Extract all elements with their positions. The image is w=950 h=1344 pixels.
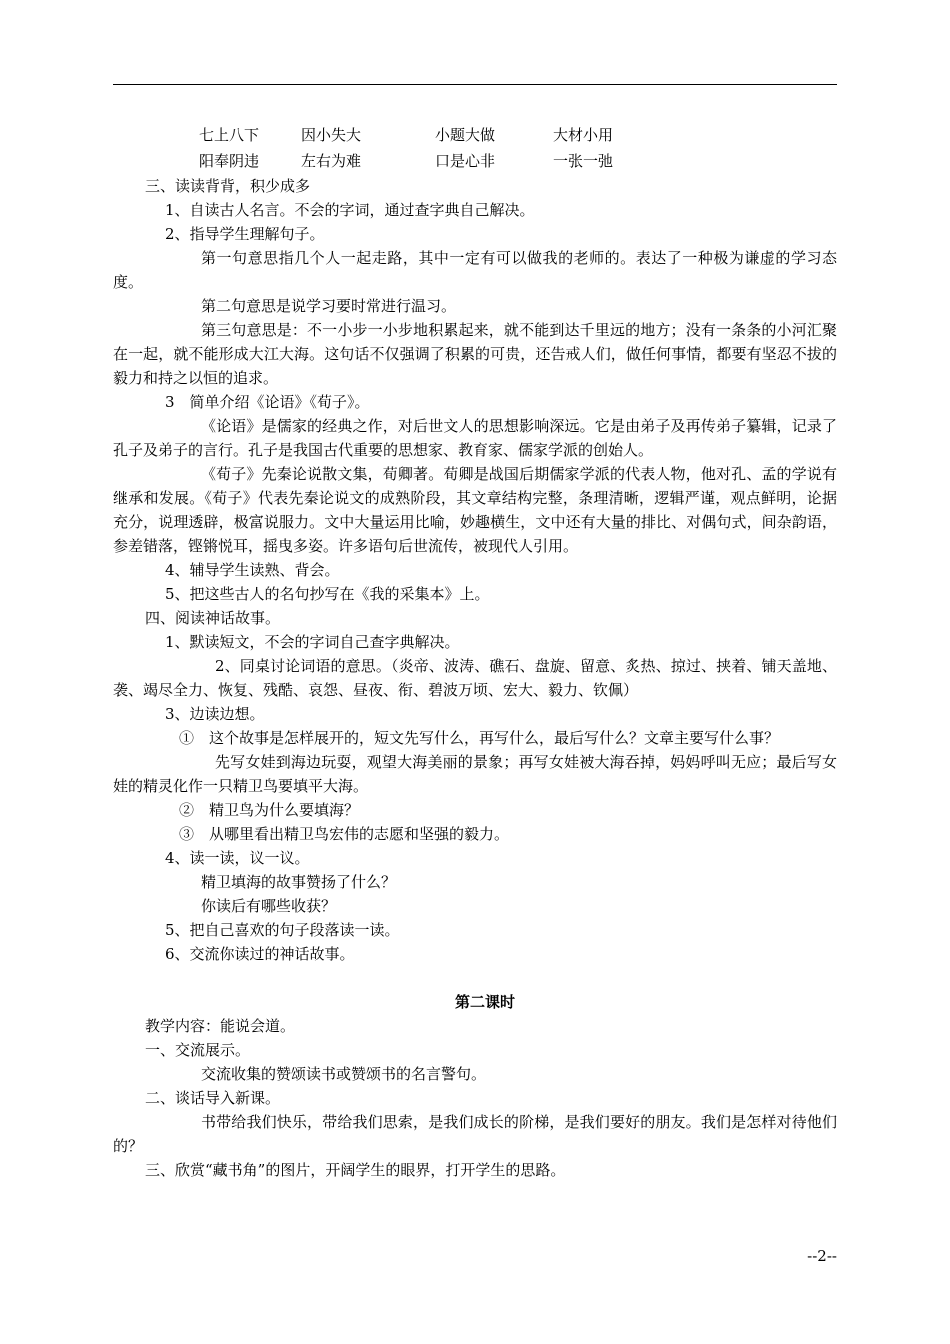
paragraph: 第一句意思指几个人一起走路，其中一定有可以做我的老师的。表达了一种极为谦虚的学习态度。 (113, 249, 837, 291)
paragraph: 精卫填海的故事赞扬了什么？ (201, 873, 397, 891)
paragraph: 4、辅导学生读熟、背会。 (165, 561, 340, 579)
paragraph: 书带给我们快乐，带给我们思索，是我们成长的阶梯，是我们要好的朋友。我们是怎样对待他们的？ (113, 1113, 837, 1155)
header-rule (113, 84, 837, 85)
paragraph: 你读后有哪些收获？ (201, 897, 337, 915)
idiom-row (113, 122, 837, 148)
paragraph: 3 简单介绍《论语》《荀子》。 (165, 393, 370, 411)
paragraph: 2、指导学生理解句子。 (165, 225, 325, 243)
section-title: 第二课时 (454, 993, 515, 1011)
paragraph: 《论语》是儒家的经典之作，对后世文人的思想影响深远。它是由弟子及再传弟子纂辑，记录了孔子及弟子的言行。孔子是我国古代重要的思想家、教育家、儒家学派的创始人。 (113, 417, 837, 459)
idiom: 小题大做 (435, 126, 496, 144)
paragraph: 《荀子》先秦论说散文集，荀卿著。荀卿是战国后期儒家学派的代表人物，他对孔、孟的学说有继承和发展。《荀子》代表先秦论说文的成熟阶段，其文章结构完整，条理清晰，逻辑严谨，观点鲜明，论据充分，说理透辟，极富说服力。文中大量运用比喻，妙趣横生，文中还有大量的排比、对偶句式，间杂韵语，参差错落，铿锵悦耳，摇曳多姿。许多语句后世流传，被现代人引用。 (113, 465, 837, 555)
idiom: 大材小用 (553, 126, 614, 144)
paragraph: 5、把自己喜欢的句子段落读一读。 (165, 921, 400, 939)
paragraph: ① 这个故事是怎样展开的，短文先写什么，再写什么，最后写什么？文章主要写什么事？ (179, 729, 780, 747)
paragraph: 先写女娃到海边玩耍，观望大海美丽的景象；再写女娃被大海吞掉，妈妈呼叫无应；最后写女娃的精灵化作一只精卫鸟要填平大海。 (113, 753, 837, 795)
paragraph: 二、谈话导入新课。 (145, 1089, 281, 1107)
paragraph: ② 精卫鸟为什么要填海？ (179, 801, 360, 819)
paragraph: 1、默读短文，不会的字词自己查字典解决。 (165, 633, 460, 651)
paragraph: 第三句意思是：不一小步一小步地积累起来，就不能到达千里远的地方；没有一条条的小河汇聚在一起，就不能形成大江大海。这句话不仅强调了积累的可贵，还告戒人们，做任何事情，都要有坚忍不拔的毅力和持之以恒的追求。 (113, 321, 837, 387)
idiom: 一张一弛 (553, 152, 614, 170)
paragraph: 一、交流展示。 (145, 1041, 251, 1059)
idiom: 口是心非 (435, 152, 496, 170)
paragraph: 三、读读背背，积少成多 (145, 177, 311, 195)
paragraph: 三、欣赏“藏书角”的图片，开阔学生的眼界，打开学生的思路。 (145, 1161, 566, 1179)
paragraph: 四、阅读神话故事。 (145, 609, 281, 627)
idiom-row (113, 148, 837, 174)
paragraph: 教学内容：能说会道。 (145, 1017, 296, 1035)
idiom: 因小失大 (301, 126, 362, 144)
paragraph: 6、交流你读过的神话故事。 (165, 945, 355, 963)
page-number: --2-- (807, 1247, 837, 1265)
paragraph: 4、读一读，议一议。 (165, 849, 310, 867)
paragraph: 第二句意思是说学习要时常进行温习。 (201, 297, 457, 315)
paragraph: 交流收集的赞颂读书或赞颂书的名言警句。 (201, 1065, 487, 1083)
paragraph: 5、把这些古人的名句抄写在《我的采集本》上。 (165, 585, 490, 603)
paragraph: ③ 从哪里看出精卫鸟宏伟的志愿和坚强的毅力。 (179, 825, 510, 843)
idiom: 左右为难 (301, 152, 362, 170)
idiom: 阳奉阴违 (199, 152, 260, 170)
paragraph: 3、边读边想。 (165, 705, 265, 723)
idiom: 七上八下 (199, 126, 260, 144)
lesson-two-text (113, 1014, 837, 1182)
document-body (113, 122, 837, 1182)
lesson-one-text (113, 174, 837, 966)
paragraph: 1、自读古人名言。不会的字词，通过查字典自己解决。 (165, 201, 535, 219)
idiom-table (113, 122, 837, 174)
paragraph: 2、同桌讨论词语的意思。（炎帝、波涛、礁石、盘旋、留意、炙热、掠过、挟着、铺天盖地、袭、竭尽全力、恢复、残酷、哀怨、昼夜、衔、碧波万顷、宏大、毅力、钦佩） (113, 657, 837, 699)
